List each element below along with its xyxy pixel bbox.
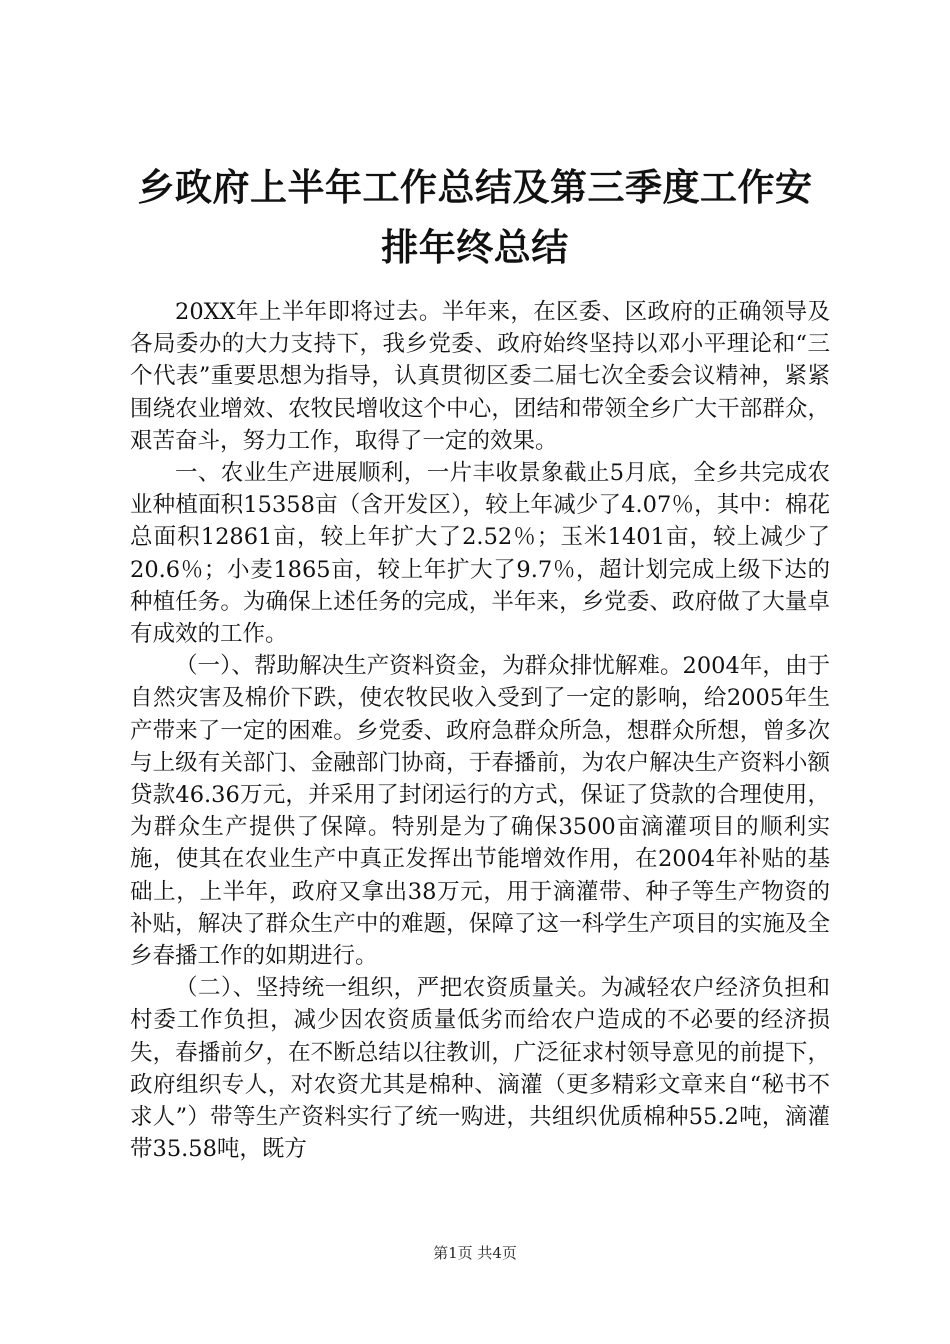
document-body [130, 296, 830, 1165]
paragraph-funding: （一）、帮助解决生产资料资金，为群众排忧解难。2004年，由于自然灾害及棉价下跌，使农牧民收入受到了一定的影响，给2005年生产带来了一定的困难。乡党委、政府急群众所急，想群众所想，曾多次与上级有关部门、金融部门协商，于春播前，为农户解决生产资料小额贷款46.36万元，并采用了封闭运行的方式，保证了贷款的合理使用，为群众生产提供了保障。特别是为了确保3500亩滴灌项目的顺利实施，使其在农业生产中真正发挥出节能增效作用，在2004年补贴的基础上，上半年，政府又拿出38万元，用于滴灌带、种子等生产物资的补贴，解决了群众生产中的难题，保障了这一科学生产项目的实施及全乡春播工作的如期进行。 [130, 653, 830, 970]
document-title: 乡政府上半年工作总结及第三季度工作安排年终总结 [137, 166, 813, 269]
paragraph-intro: 20XX年上半年即将过去。半年来，在区委、区政府的正确领导及各局委办的大力支持下，我乡党委、政府始终坚持以邓小平理论和“三个代表”重要思想为指导，认真贯彻区委二届七次全委会议精神，紧紧围绕农业增效、农牧民增收这个中心，团结和带领全乡广大干部群众，艰苦奋斗，努力工作，取得了一定的效果。 [130, 299, 830, 454]
page-number-footer: 第1页 共4页 [433, 1244, 517, 1262]
paragraph-agriculture: 一、农业生产进展顺利，一片丰收景象截止5月底，全乡共完成农业种植面积15358亩（含开发区），较上年减少了4.07％，其中：棉花总面积12861亩，较上年扩大了2.52％；玉米1401亩，较上减少了20.6％；小麦1865亩，较上年扩大了9.7％，超计划完成上级下达的种植任务。为确保上述任务的完成，半年来，乡党委、政府做了大量卓有成效的工作。 [130, 460, 830, 648]
paragraph-quality: （二）、坚持统一组织，严把农资质量关。为减轻农户经济负担和村委工作负担，减少因农资质量低劣而给农户造成的不必要的经济损失，春播前夕，在不断总结以往教训，广泛征求村领导意见的前提下，政府组织专人，对农资尤其是棉种、滴灌（更多精彩文章来自“秘书不求人”）带等生产资料实行了统一购进，共组织优质棉种55.2吨，滴灌带35.58吨，既方 [130, 975, 830, 1163]
